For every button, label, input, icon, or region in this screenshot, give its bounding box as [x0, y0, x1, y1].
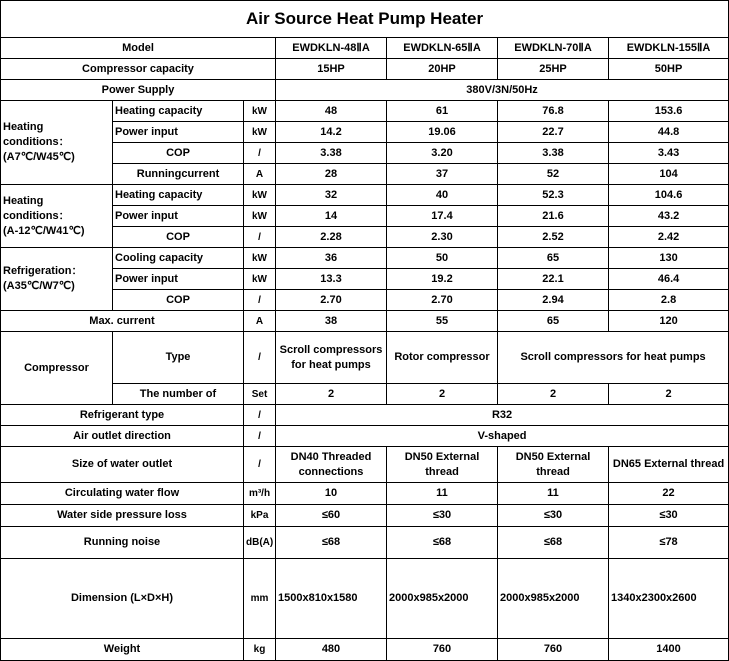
- unit-cell: dB(A): [244, 527, 276, 559]
- value-cell: 38: [276, 311, 387, 332]
- value-cell: Rotor compressor: [387, 332, 498, 384]
- value-cell: 44.8: [609, 122, 729, 143]
- model-cell: EWDKLN-48ⅡA: [276, 38, 387, 59]
- value-cell: 104.6: [609, 185, 729, 206]
- value-cell: 76.8: [498, 101, 609, 122]
- value-cell: 2: [276, 384, 387, 405]
- value-cell: 10: [276, 483, 387, 505]
- air-outlet-row: [1, 426, 729, 447]
- value-cell: 22: [609, 483, 729, 505]
- group-label-line: Refrigeration：: [3, 265, 83, 277]
- page-title: Air Source Heat Pump Heater: [1, 1, 729, 38]
- row-label: Circulating water flow: [1, 483, 244, 505]
- unit-cell: /: [244, 143, 276, 164]
- value-cell: 2.30: [387, 227, 498, 248]
- value-cell: 46.4: [609, 269, 729, 290]
- value-cell: 32: [276, 185, 387, 206]
- value-cell: R32: [276, 405, 729, 426]
- power-supply-row: [1, 80, 729, 101]
- value-cell: 2000x985x2000: [387, 559, 498, 639]
- value-cell: ≤30: [609, 505, 729, 527]
- value-cell: 28: [276, 164, 387, 185]
- value-cell: DN50 External thread: [498, 447, 609, 483]
- value-cell: 50HP: [609, 59, 729, 80]
- pressure-loss-row: [1, 505, 729, 527]
- unit-cell: A: [244, 164, 276, 185]
- value-cell: 17.4: [387, 206, 498, 227]
- row-label: Power input: [113, 122, 244, 143]
- row-label: Power Supply: [1, 80, 276, 101]
- unit-cell: kW: [244, 248, 276, 269]
- value-cell: 2: [387, 384, 498, 405]
- value-cell: 2.70: [387, 290, 498, 311]
- group-label: [1, 101, 113, 185]
- group-label: [1, 185, 113, 248]
- value-cell: 40: [387, 185, 498, 206]
- value-cell: ≤30: [387, 505, 498, 527]
- value-cell: 48: [276, 101, 387, 122]
- value-cell: 3.20: [387, 143, 498, 164]
- row-label: Runningcurrent: [113, 164, 244, 185]
- row-label: Max. current: [1, 311, 244, 332]
- compressor-capacity-row: [1, 59, 729, 80]
- table-row: [1, 185, 729, 206]
- row-label: COP: [113, 227, 244, 248]
- value-cell: 2.52: [498, 227, 609, 248]
- row-label: Type: [113, 332, 244, 384]
- value-cell: 14.2: [276, 122, 387, 143]
- value-cell: 22.7: [498, 122, 609, 143]
- value-cell: 21.6: [498, 206, 609, 227]
- row-label: Weight: [1, 639, 244, 661]
- row-label: The number of: [113, 384, 244, 405]
- value-cell: 52.3: [498, 185, 609, 206]
- unit-cell: /: [244, 332, 276, 384]
- group-label-line: (A-12℃/W41℃): [3, 224, 85, 237]
- value-cell: 15HP: [276, 59, 387, 80]
- compressor-type-row: [1, 332, 729, 384]
- unit-cell: /: [244, 447, 276, 483]
- row-label: Size of water outlet: [1, 447, 244, 483]
- value-cell: 43.2: [609, 206, 729, 227]
- unit-cell: kPa: [244, 505, 276, 527]
- value-cell: DN40 Threaded connections: [276, 447, 387, 483]
- unit-cell: kW: [244, 269, 276, 290]
- value-cell: 760: [498, 639, 609, 661]
- unit-cell: kg: [244, 639, 276, 661]
- value-cell: 25HP: [498, 59, 609, 80]
- refrigerant-row: [1, 405, 729, 426]
- value-cell: ≤68: [387, 527, 498, 559]
- row-label: Dimension (L×D×H): [1, 559, 244, 639]
- value-cell: 2: [498, 384, 609, 405]
- value-cell: 120: [609, 311, 729, 332]
- value-cell: 3.38: [498, 143, 609, 164]
- value-cell: 2.8: [609, 290, 729, 311]
- unit-cell: m³/h: [244, 483, 276, 505]
- water-outlet-row: [1, 447, 729, 483]
- row-label: Refrigerant type: [1, 405, 244, 426]
- value-cell: V-shaped: [276, 426, 729, 447]
- row-label: Running noise: [1, 527, 244, 559]
- row-label: Cooling capacity: [113, 248, 244, 269]
- unit-cell: /: [244, 227, 276, 248]
- group-label-line: (A7℃/W45℃): [3, 151, 75, 163]
- value-cell: 50: [387, 248, 498, 269]
- value-cell: ≤78: [609, 527, 729, 559]
- value-cell: 380V/3N/50Hz: [276, 80, 729, 101]
- row-label: Model: [1, 38, 276, 59]
- value-cell: 65: [498, 248, 609, 269]
- table-row: [1, 101, 729, 122]
- value-cell: 2.28: [276, 227, 387, 248]
- row-label: Power input: [113, 206, 244, 227]
- value-cell: 55: [387, 311, 498, 332]
- value-cell: 36: [276, 248, 387, 269]
- table-row: [1, 248, 729, 269]
- value-cell: Scroll compressors for heat pumps: [276, 332, 387, 384]
- unit-cell: /: [244, 426, 276, 447]
- group-label: Compressor: [1, 332, 113, 405]
- row-label: Power input: [113, 269, 244, 290]
- noise-row: [1, 527, 729, 559]
- model-cell: EWDKLN-155ⅡA: [609, 38, 729, 59]
- value-cell: Scroll compressors for heat pumps: [498, 332, 729, 384]
- value-cell: DN50 External thread: [387, 447, 498, 483]
- dimension-row: [1, 559, 729, 639]
- value-cell: DN65 External thread: [609, 447, 729, 483]
- value-cell: 19.2: [387, 269, 498, 290]
- water-flow-row: [1, 483, 729, 505]
- unit-cell: kW: [244, 122, 276, 143]
- value-cell: 61: [387, 101, 498, 122]
- row-label: COP: [113, 290, 244, 311]
- row-label: Water side pressure loss: [1, 505, 244, 527]
- max-current-row: [1, 311, 729, 332]
- value-cell: 14: [276, 206, 387, 227]
- unit-cell: kW: [244, 206, 276, 227]
- row-label: Heating capacity: [113, 101, 244, 122]
- value-cell: 2: [609, 384, 729, 405]
- value-cell: 1400: [609, 639, 729, 661]
- value-cell: 153.6: [609, 101, 729, 122]
- value-cell: 11: [498, 483, 609, 505]
- title-row: [1, 1, 729, 38]
- value-cell: 1340x2300x2600: [609, 559, 729, 639]
- value-cell: 22.1: [498, 269, 609, 290]
- row-label: Air outlet direction: [1, 426, 244, 447]
- value-cell: 2.42: [609, 227, 729, 248]
- model-cell: EWDKLN-70ⅡA: [498, 38, 609, 59]
- value-cell: 13.3: [276, 269, 387, 290]
- unit-cell: mm: [244, 559, 276, 639]
- value-cell: 104: [609, 164, 729, 185]
- row-label: COP: [113, 143, 244, 164]
- value-cell: 19.06: [387, 122, 498, 143]
- group-label: [1, 248, 113, 311]
- value-cell: ≤68: [498, 527, 609, 559]
- group-label-line: (A35℃/W7℃): [3, 280, 75, 292]
- value-cell: 2.70: [276, 290, 387, 311]
- unit-cell: /: [244, 405, 276, 426]
- value-cell: 11: [387, 483, 498, 505]
- value-cell: 37: [387, 164, 498, 185]
- model-row: [1, 38, 729, 59]
- value-cell: 760: [387, 639, 498, 661]
- value-cell: 130: [609, 248, 729, 269]
- model-cell: EWDKLN-65ⅡA: [387, 38, 498, 59]
- value-cell: 3.43: [609, 143, 729, 164]
- group-label-line: Heating conditions：: [3, 194, 70, 222]
- value-cell: 20HP: [387, 59, 498, 80]
- row-label: Compressor capacity: [1, 59, 276, 80]
- row-label: Heating capacity: [113, 185, 244, 206]
- weight-row: [1, 639, 729, 661]
- value-cell: 1500x810x1580: [276, 559, 387, 639]
- unit-cell: Set: [244, 384, 276, 405]
- value-cell: 2000x985x2000: [498, 559, 609, 639]
- value-cell: ≤30: [498, 505, 609, 527]
- value-cell: 3.38: [276, 143, 387, 164]
- unit-cell: /: [244, 290, 276, 311]
- value-cell: ≤68: [276, 527, 387, 559]
- unit-cell: kW: [244, 185, 276, 206]
- value-cell: 65: [498, 311, 609, 332]
- value-cell: 2.94: [498, 290, 609, 311]
- unit-cell: kW: [244, 101, 276, 122]
- group-label-line: Heating conditions：: [3, 121, 70, 148]
- value-cell: 52: [498, 164, 609, 185]
- value-cell: ≤60: [276, 505, 387, 527]
- unit-cell: A: [244, 311, 276, 332]
- value-cell: 480: [276, 639, 387, 661]
